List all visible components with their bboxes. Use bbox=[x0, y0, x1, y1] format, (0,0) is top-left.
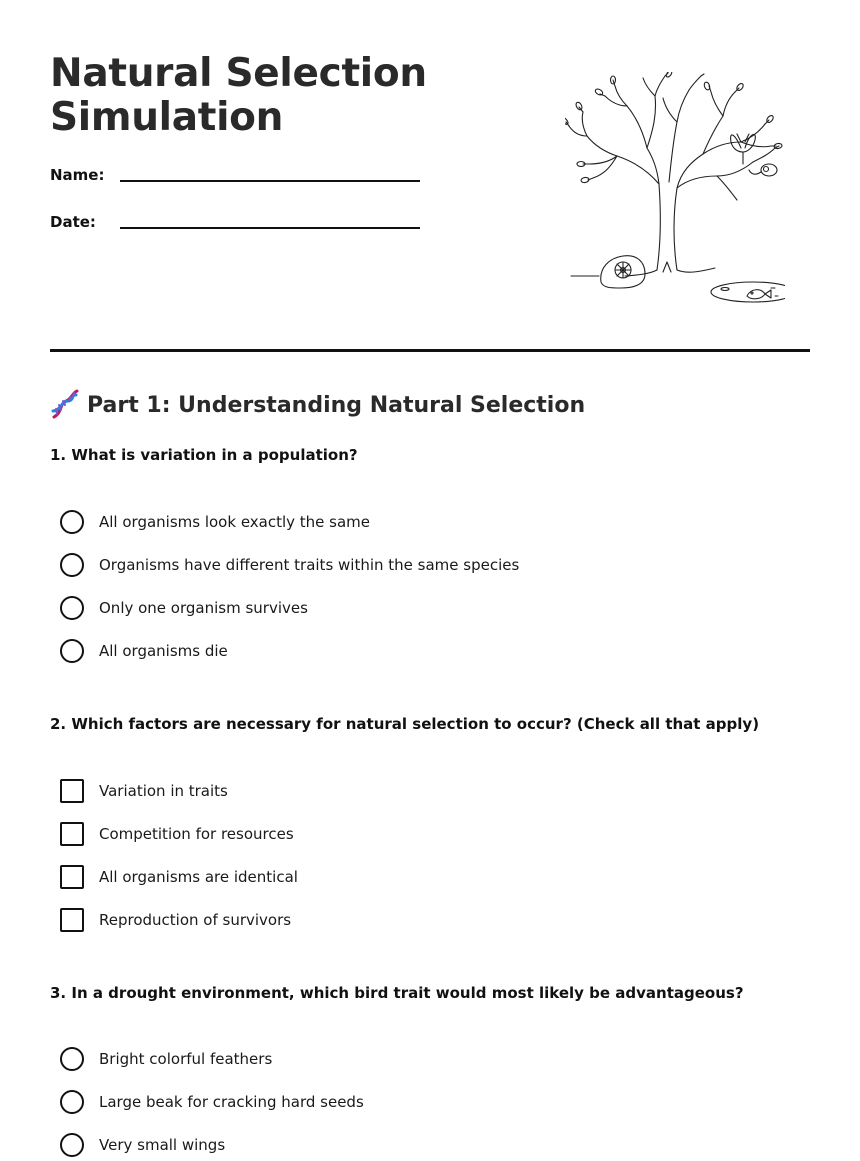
page-title bbox=[50, 52, 470, 140]
q2-option-3-label: All organisms are identical bbox=[99, 868, 298, 886]
radio-button[interactable] bbox=[60, 1133, 84, 1157]
checkbox[interactable] bbox=[60, 822, 84, 846]
q3-option-1-label: Bright colorful feathers bbox=[99, 1050, 273, 1068]
tree-with-butterfly-illustration bbox=[565, 72, 785, 312]
radio-button[interactable] bbox=[60, 1047, 84, 1071]
q3-option-1[interactable] bbox=[60, 1046, 272, 1072]
q1-option-1-label: All organisms look exactly the same bbox=[99, 513, 371, 531]
q1-option-3-label: Only one organism survives bbox=[99, 599, 308, 617]
checkbox[interactable] bbox=[60, 865, 84, 889]
q2-option-3[interactable] bbox=[60, 864, 298, 890]
name-label: Name: bbox=[50, 166, 105, 184]
q1-option-4[interactable] bbox=[60, 638, 228, 664]
q1-option-4-label: All organisms die bbox=[99, 642, 228, 660]
dna-icon bbox=[50, 389, 80, 421]
q2-option-1[interactable] bbox=[60, 778, 228, 804]
part1-title: Part 1: Understanding Natural Selection bbox=[87, 392, 586, 418]
q3-option-2-label: Large beak for cracking hard seeds bbox=[99, 1093, 364, 1111]
radio-button[interactable] bbox=[60, 596, 84, 620]
question-3-text: 3. In a drought environment, which bird trait would most likely be advantageous? bbox=[50, 984, 744, 1002]
part1-header bbox=[50, 388, 585, 422]
q2-option-2[interactable] bbox=[60, 821, 294, 847]
date-field[interactable] bbox=[120, 227, 420, 229]
q3-option-2[interactable] bbox=[60, 1089, 364, 1115]
title-line-1: Natural Selection bbox=[50, 51, 427, 96]
name-field-row bbox=[50, 166, 420, 196]
checkbox[interactable] bbox=[60, 908, 84, 932]
q3-option-3-label: Very small wings bbox=[99, 1136, 226, 1154]
q2-option-1-label: Variation in traits bbox=[99, 782, 228, 800]
q1-option-1[interactable] bbox=[60, 509, 370, 535]
q2-option-4[interactable] bbox=[60, 907, 291, 933]
question-1-text: 1. What is variation in a population? bbox=[50, 446, 358, 464]
date-label: Date: bbox=[50, 213, 96, 231]
question-2-text: 2. Which factors are necessary for natural selection to occur? (Check all that apply) bbox=[50, 715, 760, 733]
q2-option-4-label: Reproduction of survivors bbox=[99, 911, 292, 929]
title-line-2: Simulation bbox=[50, 95, 284, 140]
q2-option-2-label: Competition for resources bbox=[99, 825, 294, 843]
date-field-row bbox=[50, 213, 420, 243]
q1-option-3[interactable] bbox=[60, 595, 308, 621]
name-field[interactable] bbox=[120, 180, 420, 182]
header-divider bbox=[50, 349, 810, 352]
radio-button[interactable] bbox=[60, 553, 84, 577]
radio-button[interactable] bbox=[60, 1090, 84, 1114]
checkbox[interactable] bbox=[60, 779, 84, 803]
q3-option-3[interactable] bbox=[60, 1132, 225, 1158]
q1-option-2[interactable] bbox=[60, 552, 519, 578]
q1-option-2-label: Organisms have different traits within the same species bbox=[99, 556, 520, 574]
radio-button[interactable] bbox=[60, 639, 84, 663]
radio-button[interactable] bbox=[60, 510, 84, 534]
